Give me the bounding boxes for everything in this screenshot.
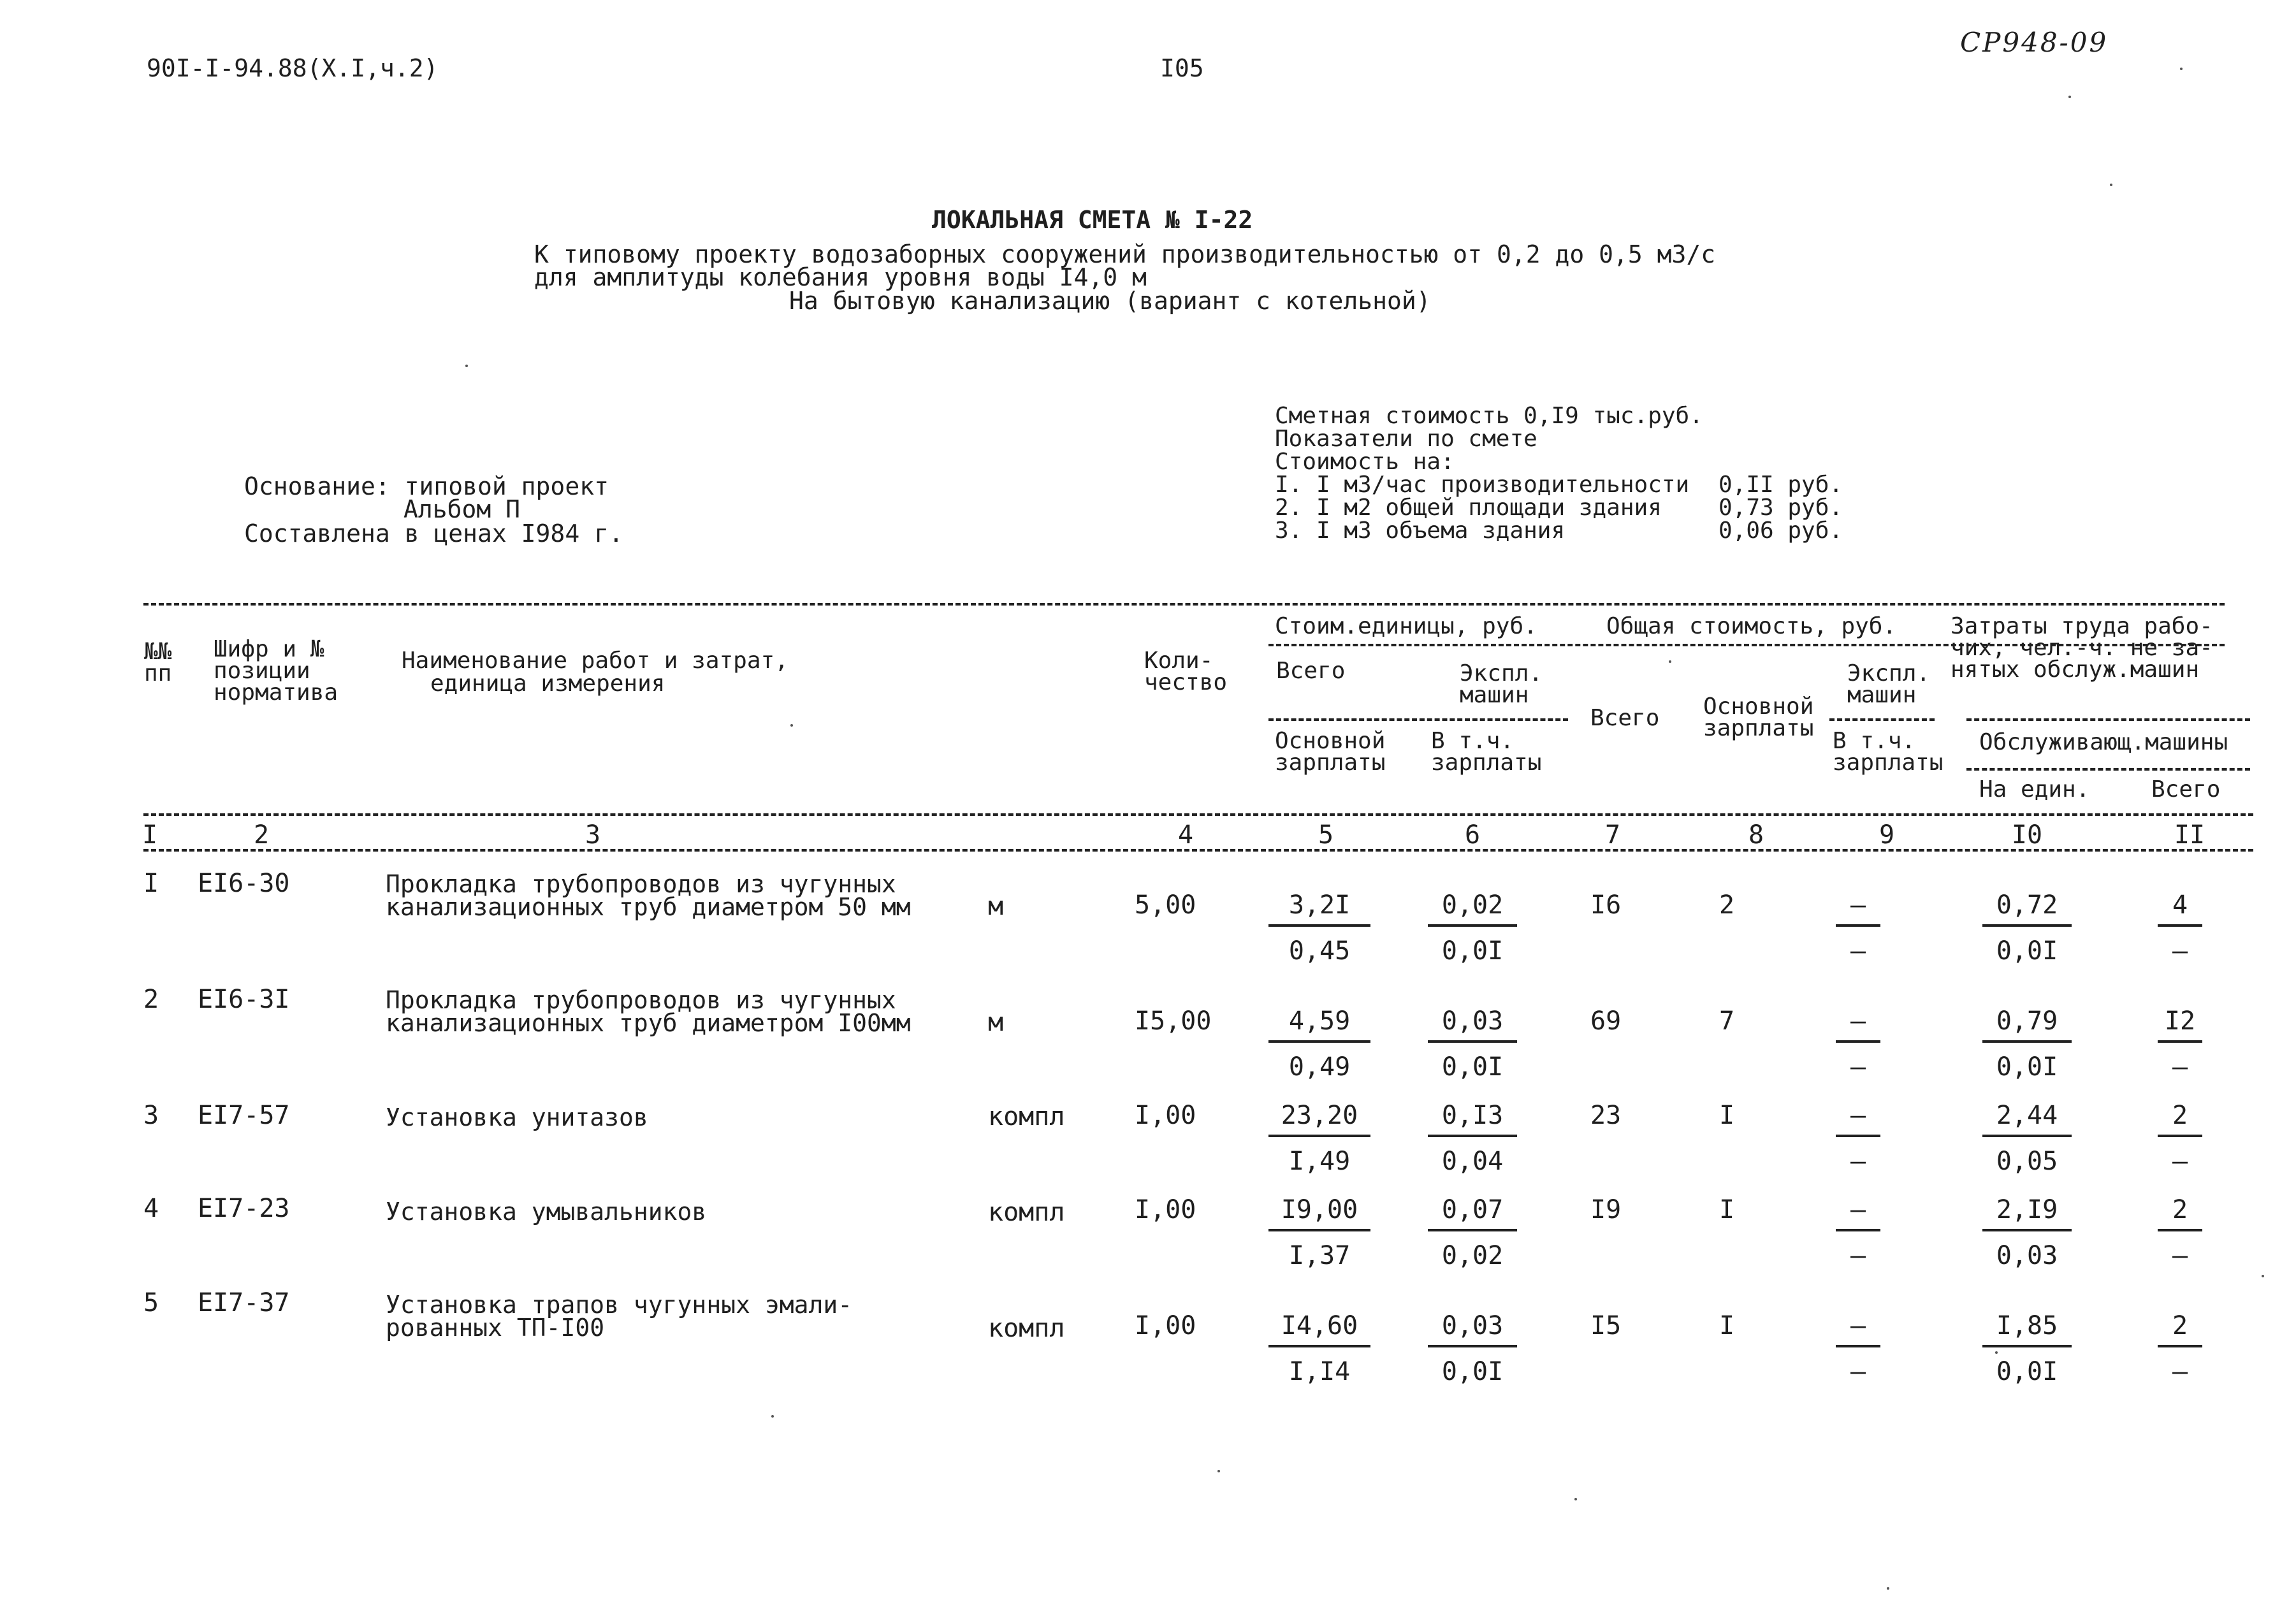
header-total-cost: Общая стоимость, руб. <box>1606 613 1897 639</box>
total-machines-cell: – – <box>1836 1197 1880 1268</box>
column-number: 7 <box>1604 820 1621 850</box>
header-total-machines: Экспл. машин <box>1847 660 1931 708</box>
header-labor-costs: Затраты труда рабо- чих, чел.-ч. не за- нятых обслуж.машин <box>1951 613 2213 683</box>
unit-cost-machines-cell: $\frac{0,03}{0,0I}$ <box>1428 1313 1517 1384</box>
row-number: 2 <box>143 985 159 1014</box>
row-name-line-2: канализационных труб диаметром 50 мм <box>386 893 911 921</box>
row-name-line-2: рованных ТП-I00 <box>386 1314 605 1342</box>
basis-line-3: Составлена в ценах I984 г. <box>244 519 623 548</box>
header-unit-base-salary: Основной зарплаты <box>1275 728 1386 776</box>
title-line-3: На бытовую канализацию (вариант с котельной) <box>789 287 1431 315</box>
summary-value-6: 0,06 руб. <box>1718 518 1843 544</box>
row-total: I5 <box>1590 1311 1622 1340</box>
row-name-line-1: Прокладка трубопроводов из чугунных <box>386 870 896 898</box>
unit-cost-total-cell: $\frac{I9,00}{I,37}$ <box>1268 1197 1370 1268</box>
row-name-line-1: Установка унитазов <box>386 1103 648 1131</box>
row-name-line-1: Установка трапов чугунных эмали- <box>386 1291 853 1319</box>
scan-speck <box>2068 96 2071 98</box>
header-labor-total: Всего <box>2151 776 2221 802</box>
row-base-salary: 2 <box>1719 890 1735 920</box>
row-unit: компл <box>988 1198 1065 1227</box>
scan-speck <box>465 365 468 367</box>
row-number: 5 <box>143 1288 159 1318</box>
row-total: I9 <box>1590 1195 1622 1224</box>
total-machines-cell: – – <box>1836 1313 1880 1384</box>
row-base-salary: 7 <box>1719 1006 1735 1036</box>
row-code: ЕI6-3I <box>198 985 290 1014</box>
row-unit: компл <box>988 1314 1065 1343</box>
row-code: ЕI7-37 <box>198 1288 290 1318</box>
labor-total-cell: I2 – <box>2158 1008 2202 1080</box>
document-code: 90I-I-94.88(X.I,ч.2) <box>147 54 439 82</box>
header-unit-machine-salary: В т.ч. зарплаты <box>1431 728 1542 776</box>
column-number: 5 <box>1318 820 1334 850</box>
scan-speck <box>2262 1275 2264 1277</box>
summary-line-1: Сметная стоимость 0,I9 тыс.руб. <box>1275 403 1703 429</box>
scan-speck <box>1217 1470 1220 1472</box>
labor-total-cell: 2 – <box>2158 1197 2202 1268</box>
unit-cost-total-cell: $\frac{I4,60}{I,I4}$ <box>1268 1313 1370 1384</box>
archive-stamp: СР948-09 <box>1960 27 2109 58</box>
header-total: Всего <box>1590 705 1660 731</box>
row-unit: компл <box>988 1102 1065 1131</box>
row-base-salary: I <box>1719 1311 1735 1340</box>
labor-per-unit-cell: $\frac{0,72}{0,0I}$ <box>1982 892 2072 964</box>
scan-speck <box>1995 1351 1998 1354</box>
row-quantity: I,00 <box>1135 1101 1196 1130</box>
header-total-machine-salary: В т.ч. зарплаты <box>1833 728 1944 776</box>
header-total-base-salary: Основной зарплаты <box>1703 693 1814 741</box>
column-number: II <box>2174 820 2205 850</box>
summary-line-4: I. I м3/час производительности <box>1275 472 1690 498</box>
row-number: I <box>143 869 159 898</box>
summary-line-3: Стоимость на: <box>1275 449 1455 475</box>
summary-value-4: 0,II руб. <box>1718 472 1843 498</box>
estimate-title: ЛОКАЛЬНАЯ СМЕТА № I-22 <box>932 206 1253 234</box>
labor-per-unit-cell: $\frac{I,85}{0,0I}$ <box>1982 1313 2072 1384</box>
labor-per-unit-cell: $\frac{2,I9}{0,03}$ <box>1982 1197 2072 1268</box>
column-number: 3 <box>585 820 601 850</box>
column-number: 9 <box>1878 820 1895 850</box>
row-quantity: 5,00 <box>1135 890 1196 920</box>
unit-cost-machines-cell: $\frac{0,02}{0,0I}$ <box>1428 892 1517 964</box>
header-unit-cost: Стоим.единицы, руб. <box>1275 613 1537 639</box>
row-name-line-1: Установка умывальников <box>386 1198 707 1226</box>
scan-speck <box>2110 184 2112 186</box>
row-code: ЕI6-30 <box>198 869 290 898</box>
column-number: 4 <box>1177 820 1194 850</box>
summary-line-5: 2. I м2 общей площади здания <box>1275 495 1662 521</box>
total-machines-cell: – – <box>1836 1008 1880 1080</box>
row-base-salary: I <box>1719 1101 1735 1130</box>
row-number: 4 <box>143 1194 159 1223</box>
scan-speck <box>1574 1498 1577 1500</box>
header-quantity: Коли- чество <box>1144 648 1228 695</box>
header-labor-per-unit: На един. <box>1979 776 2090 802</box>
summary-value-5: 0,73 руб. <box>1718 495 1843 521</box>
header-norm-code: Шифр и № позиции норматива <box>214 636 338 706</box>
row-name-line-1: Прокладка трубопроводов из чугунных <box>386 986 896 1014</box>
labor-sub-rule-2 <box>1966 768 2250 771</box>
unit-cost-total-cell: $\frac{3,2I}{0,45}$ <box>1268 892 1370 964</box>
column-number: 6 <box>1464 820 1481 850</box>
total-machines-cell: – – <box>1836 892 1880 964</box>
row-quantity: I,00 <box>1135 1311 1196 1340</box>
labor-sub-rule <box>1966 718 2250 721</box>
summary-line-2: Показатели по смете <box>1275 426 1537 452</box>
unit-cost-total-cell: $\frac{4,59}{0,49}$ <box>1268 1008 1370 1080</box>
row-name-line-2: канализационных труб диаметром I00мм <box>386 1009 911 1037</box>
header-bottom-rule <box>143 813 2253 816</box>
title-line-1: К типовому проекту водозаборных сооружений производительностью от 0,2 до 0,5 м3/с <box>534 240 1716 268</box>
unit-cost-total-cell: $\frac{23,20}{I,49}$ <box>1268 1103 1370 1174</box>
row-unit: м <box>988 1008 1004 1037</box>
basis-line-1: Основание: типовой проект <box>244 472 609 500</box>
summary-line-6: 3. I м3 объема здания <box>1275 518 1566 544</box>
scan-speck <box>1669 660 1671 663</box>
scan-speck <box>1887 1587 1889 1590</box>
unit-cost-machines-cell: $\frac{0,03}{0,0I}$ <box>1428 1008 1517 1080</box>
header-labor-service: Обслуживающ.машины <box>1979 729 2228 755</box>
header-row-number: №№ пп <box>144 639 172 686</box>
total-machines-cell: – – <box>1836 1103 1880 1174</box>
unit-cost-machines-cell: $\frac{0,I3}{0,04}$ <box>1428 1103 1517 1174</box>
row-base-salary: I <box>1719 1195 1735 1224</box>
row-total: 23 <box>1590 1101 1622 1130</box>
row-number: 3 <box>143 1101 159 1130</box>
labor-per-unit-cell: $\frac{0,79}{0,0I}$ <box>1982 1008 2072 1080</box>
title-line-2: для амплитуды колебания уровня воды I4,0 м <box>534 263 1147 291</box>
labor-per-unit-cell: $\frac{2,44}{0,05}$ <box>1982 1103 2072 1174</box>
column-number: 8 <box>1748 820 1764 850</box>
row-quantity: I,00 <box>1135 1195 1196 1224</box>
table-top-rule <box>143 603 2225 606</box>
header-unit-machines: Экспл. машин <box>1460 660 1543 708</box>
page-number: I05 <box>1160 54 1204 82</box>
scan-speck <box>2180 68 2183 70</box>
column-number: I <box>142 820 158 850</box>
row-code: ЕI7-23 <box>198 1194 290 1223</box>
unit-cost-sub-rule <box>1268 718 1568 721</box>
header-unit-total: Всего <box>1276 658 1346 684</box>
basis-line-2: Альбом П <box>403 495 521 523</box>
header-unit: единица измерения <box>430 671 665 697</box>
row-unit: м <box>988 892 1004 921</box>
header-work-name: Наименование работ и затрат, <box>402 648 788 674</box>
labor-total-cell: 4 – <box>2158 892 2202 964</box>
machines-sub-rule <box>1829 718 1935 721</box>
row-code: ЕI7-57 <box>198 1101 290 1130</box>
column-number: 2 <box>253 820 270 850</box>
row-total: 69 <box>1590 1006 1622 1036</box>
scan-speck <box>771 1415 774 1418</box>
labor-total-cell: 2 – <box>2158 1313 2202 1384</box>
scan-speck <box>790 724 793 727</box>
unit-cost-machines-cell: $\frac{0,07}{0,02}$ <box>1428 1197 1517 1268</box>
column-numbers-rule <box>143 849 2253 852</box>
labor-total-cell: 2 – <box>2158 1103 2202 1174</box>
row-quantity: I5,00 <box>1135 1006 1212 1036</box>
row-total: I6 <box>1590 890 1622 920</box>
column-number: I0 <box>2011 820 2043 850</box>
